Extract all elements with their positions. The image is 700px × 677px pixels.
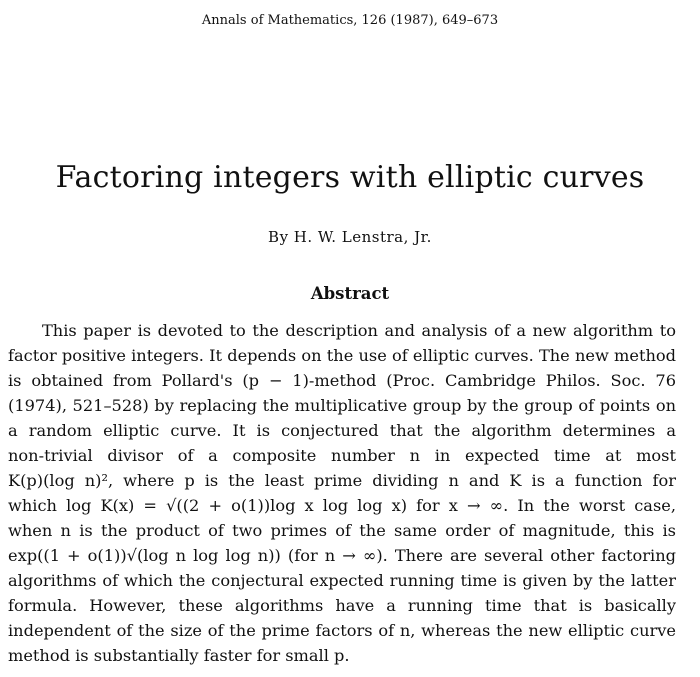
abstract-line: exp((1 + o(1))√(log n log log n)) (for n → ∞). There are several other factoring (8, 546, 676, 565)
abstract-line: method is substantially faster for small p. (8, 646, 350, 665)
abstract-body (8, 318, 676, 668)
abstract-line: is obtained from Pollard's (p − 1)-method (Proc. Cambridge Philos. Soc. 76 (8, 371, 676, 390)
abstract-line: a random elliptic curve. It is conjectured that the algorithm determines a (8, 421, 676, 440)
abstract-line: algorithms of which the conjectural expected running time is given by the latter (8, 571, 676, 590)
author-byline: By H. W. Lenstra, Jr. (268, 228, 432, 246)
journal-citation: Annals of Mathematics, 126 (1987), 649–673 (201, 13, 499, 28)
abstract-line: independent of the size of the prime factors of n, whereas the new elliptic curve (8, 621, 676, 640)
abstract-line: non-trivial divisor of a composite number n in expected time at most (8, 446, 676, 465)
abstract-line: K(p)(log n)², where p is the least prime dividing n and K is a function for (8, 471, 676, 490)
paper-title: Factoring integers with elliptic curves (55, 160, 645, 195)
abstract-heading: Abstract (310, 284, 390, 303)
abstract-line: formula. However, these algorithms have a running time that is basically (8, 596, 676, 615)
abstract-line: when n is the product of two primes of the same order of magnitude, this is (8, 521, 676, 540)
abstract-line: factor positive integers. It depends on the use of elliptic curves. The new method (8, 346, 676, 365)
abstract-line: (1974), 521–528) by replacing the multiplicative group by the group of points on (8, 396, 676, 415)
abstract-line: which log K(x) = √((2 + o(1))log x log log x) for x → ∞. In the worst case, (8, 496, 676, 515)
abstract-line: This paper is devoted to the description and analysis of a new algorithm to (42, 321, 676, 340)
